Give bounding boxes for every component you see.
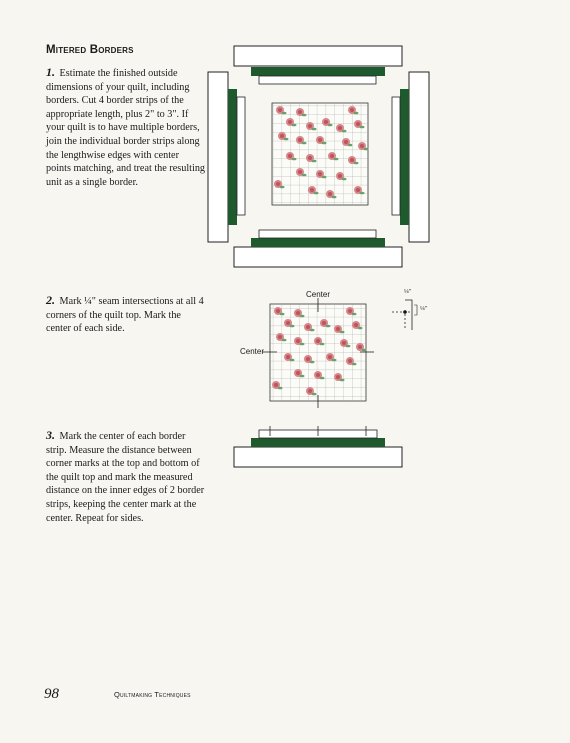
right-border-strip-outer bbox=[409, 72, 429, 242]
step-number: 1. bbox=[46, 65, 55, 79]
section-heading: Mitered Borders bbox=[46, 44, 134, 56]
step-text: Mark ¼" seam intersections at all 4 corners of the quilt top. Mark the center of each side. bbox=[46, 296, 204, 335]
step-text: Estimate the finished outside dimensions of your quilt, including borders. Cut 4 border strips of the appropriate length, plus 2" to 3". If your quilt is to have multiple borders, join the individual border strips along the lengthwise edges with center points matching, and treat the resulting unit as a single border. bbox=[46, 68, 206, 188]
step-number: 2. bbox=[46, 293, 55, 307]
quarter-inch-label-side: ¼" bbox=[420, 305, 428, 312]
center-label-left: Center bbox=[240, 347, 265, 356]
bottom-border-strip-inner bbox=[251, 238, 385, 247]
footer-section-title: Quiltmaking Techniques bbox=[114, 690, 191, 699]
center-label-top: Center bbox=[306, 290, 331, 299]
step-number: 3. bbox=[46, 428, 55, 442]
quarter-inch-label-top: ¼" bbox=[404, 288, 412, 295]
top-border-strip-inner bbox=[251, 67, 385, 76]
page-number: 98 bbox=[44, 686, 59, 702]
seam-intersection-detail bbox=[392, 300, 417, 330]
diagram-1-border-layout bbox=[208, 46, 429, 267]
right-border-strip-inner bbox=[400, 89, 409, 225]
quilt-top-1 bbox=[272, 103, 369, 205]
top-border-strip-outer bbox=[234, 46, 402, 66]
diagram-2-marked-quilt bbox=[262, 298, 417, 408]
left-border-strip-inner bbox=[228, 89, 237, 225]
step-text: Mark the center of each border strip. Measure the distance between corner marks at the top and bottom of the quilt top and mark the measured distance on the inner edges of 2 border strips, keeping the center mark at the center. Repeat for sides. bbox=[46, 431, 205, 524]
bottom-border-strip-outer bbox=[234, 247, 402, 267]
left-border-strip-outer bbox=[208, 72, 228, 242]
diagram-3-marked-border bbox=[234, 426, 402, 467]
